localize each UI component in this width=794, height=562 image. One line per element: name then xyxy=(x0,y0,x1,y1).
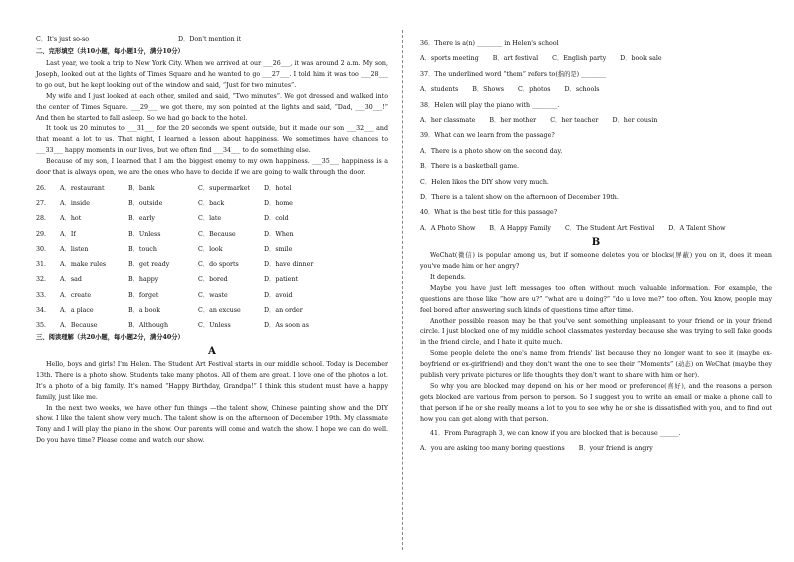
option-b: B．forget xyxy=(128,291,159,299)
option-a: A．Because xyxy=(60,322,98,330)
cloze-option-row xyxy=(36,303,388,318)
option-d: D．When xyxy=(264,230,294,238)
passage-b-title: B xyxy=(591,237,601,249)
question-40-options xyxy=(420,221,772,236)
option-c: C．Unless xyxy=(198,322,231,330)
passage-b-paragraph: Maybe you have just left messages too often without much valuable information. For example, the questions are those like “how are u?” “what are u doing?” “do u love me?” too often. You know, people may feel bored after answering such kinds of questions time after time. xyxy=(420,284,772,314)
option-d: D．book sale xyxy=(620,55,662,63)
cloze-option-row xyxy=(36,196,388,211)
question-number: 29. xyxy=(36,230,47,238)
option-b: B．art festival xyxy=(492,55,539,63)
question-number: 34. xyxy=(36,307,47,315)
cloze-option-row xyxy=(36,212,388,227)
option-c: C．do sports xyxy=(198,261,239,269)
option-c: C．an excuse xyxy=(198,307,241,315)
option-b: B．Although xyxy=(128,322,169,330)
option-a: A．If xyxy=(60,230,76,238)
option-d: D．have dinner xyxy=(264,261,314,269)
option-b: B．early xyxy=(128,215,155,223)
option-a: A．There is a photo show on the second day. xyxy=(420,147,563,155)
question-number: 32. xyxy=(36,276,47,284)
option-b: B．happy xyxy=(128,276,159,284)
passage-b-paragraph: Some people delete the one's name from friends' list because they no longer want to see it (maybe ex-boyfriend or ex-girlfriend) and they don't want the one to see their “Moments” (动态) on WeChat (maybe they publish very private pictures or life thoughts they don't want to share with him or her). xyxy=(420,350,772,380)
option-d: D．avoid xyxy=(264,291,293,299)
left-column xyxy=(36,36,388,447)
option-d: D．smile xyxy=(264,245,293,253)
option-a: A．sports meeting xyxy=(420,55,479,63)
option-a: A．inside xyxy=(60,199,90,207)
option-c: C．bored xyxy=(198,276,228,284)
cloze-option-row xyxy=(36,181,388,196)
option-a: A．you are asking too many boring questions xyxy=(420,444,565,452)
option-d: D．patient xyxy=(264,276,298,284)
question-36: 36．There is a(n) ________ in Helen's school xyxy=(420,40,559,47)
option-b: B．a book xyxy=(128,307,161,315)
option-c: C．English party xyxy=(552,55,607,63)
previous-question-options xyxy=(36,36,388,48)
option-a: A．students xyxy=(420,86,459,94)
option-b: B．A Happy Family xyxy=(489,224,551,232)
question-41-options xyxy=(420,441,772,456)
passage-b-paragraph: It depends. xyxy=(430,273,466,281)
cloze-paragraph: My wife and I just looked at each other, smiled and said, “Two minutes”. We got dressed and walked into the center of Times Square. ___29___ we got there, my son pointed at the lights and said, “Dad, ___30___!” And then he started to fall asleep. So we had go back to the hotel. xyxy=(36,92,388,122)
passage-b-paragraph: So why you are blocked may depend on his or her mood or preference(喜好), and the reasons a person gets blocked are various from person to person. So I suggest you to write an email or make a phone call to that person if he or she really means a lot to you to see why he or she is dissatisfied with you, and to find out how you can get along with that person. xyxy=(420,382,772,423)
option-c: C．Helen likes the DIY show very much. xyxy=(420,178,549,186)
option-b: B．Unless xyxy=(128,230,161,238)
option-a: A．her classmate xyxy=(420,116,476,124)
question-38: 38．Helen will play the piano with ________. xyxy=(420,101,560,109)
passage-b-paragraph: Another possible reason may be that you've sent something unpleasant to your friend or in your friend circle. I just blocked one of my middle school classmates yesterday because she was trying to sell fake goods in the friend circle, and I hate it quite much. xyxy=(420,317,772,347)
question-number: 30. xyxy=(36,245,47,253)
option-a: A．listen xyxy=(60,245,89,253)
option-c: C．back xyxy=(198,199,225,207)
cloze-paragraph: It took us 20 minutes to ___31___ for the 20 seconds we spent outside, but it made our son ___32___ and that meant a lot to us. That night, I learned a lesson about happiness. We sometimes have chances to ___33___ happy moments in our lives, but we often find ___34___ to do something else. xyxy=(36,125,388,155)
option-d: D．schools xyxy=(564,86,600,94)
option-d: D．A Talent Show xyxy=(668,224,726,232)
question-36-options xyxy=(420,51,772,66)
option-b: B．your friend is angry xyxy=(578,444,653,452)
option-c: C．supermarket xyxy=(198,184,250,192)
question-number: 28. xyxy=(36,215,47,223)
option-d: D．an order xyxy=(264,307,303,315)
passage-b-paragraph: WeChat(微信) is popular among us, but if someone deletes you or blocks(屏蔽) you on it, does it mean you've made him or her angry? xyxy=(420,252,772,270)
cloze-heading: 二、完形填空（共10小题，每小题1分，满分10分） xyxy=(36,48,184,55)
option-c: C．look xyxy=(198,245,223,253)
option-d: D．home xyxy=(264,199,293,207)
question-number: 33. xyxy=(36,291,47,299)
option-a: A．make rules xyxy=(60,261,107,269)
option-c: C．It's just so-so xyxy=(36,36,90,43)
option-d: D．There is a talent show on the afternoon of December 19th. xyxy=(420,193,619,201)
option-c: C．waste xyxy=(198,291,228,299)
question-number: 26. xyxy=(36,184,47,192)
cloze-option-row xyxy=(36,257,388,272)
question-37-options xyxy=(420,82,772,97)
cloze-option-row xyxy=(36,319,388,334)
option-c: C．Because xyxy=(198,230,236,238)
option-d: D．her cousin xyxy=(612,116,658,124)
option-b: B．get ready xyxy=(128,261,170,269)
cloze-option-row xyxy=(36,227,388,242)
option-a: A．restaurant xyxy=(60,184,105,192)
question-40: 40．What is the best title for this passage? xyxy=(420,209,558,217)
option-c: C．The Student Art Festival xyxy=(564,224,655,232)
option-b: B．her mother xyxy=(489,116,537,124)
passage-a-paragraph: In the next two weeks, we have other fun things —the talent show, Chinese painting show and the DIY show. I like the talent show very much. The talent show is on the afternoon of December 19th. My classmate Tony and I will play the piano in the show. Our parents will come and watch the show. I hope we can do well. Do you have time? Please come and watch our show. xyxy=(36,404,388,445)
option-d: D．As soon as xyxy=(264,322,309,330)
option-c: C．her teacher xyxy=(550,116,599,124)
question-number: 31. xyxy=(36,261,47,269)
option-a: A．A Photo Show xyxy=(420,224,476,232)
column-divider xyxy=(402,30,403,550)
cloze-option-row xyxy=(36,273,388,288)
option-b: B．Shows xyxy=(472,86,504,94)
question-38-options xyxy=(420,113,772,128)
cloze-option-row xyxy=(36,242,388,257)
option-b: B．bank xyxy=(128,184,155,192)
option-d: D．cold xyxy=(264,215,289,223)
passage-a-title: A xyxy=(208,345,216,357)
passage-a-paragraph: Hello, boys and girls! I'm Helen. The Student Art Festival starts in our middle school. Today is December 13th. There is a photo show. Students take many photos. All of them are great. I love one of the photos a lot. It's a photo of a big family. It's named “Happy Birthday, Grandpa!” I think this student must have a happy family, just like me. xyxy=(36,360,388,401)
cloze-options xyxy=(36,181,388,334)
option-a: A．a place xyxy=(60,307,94,315)
question-number: 35. xyxy=(36,322,47,330)
question-39: 39．What can we learn from the passage? xyxy=(420,132,555,140)
cloze-option-row xyxy=(36,288,388,303)
option-c: C．photos xyxy=(517,86,551,94)
option-b: B．There is a basketball game. xyxy=(420,163,520,171)
option-b: B．touch xyxy=(128,245,157,253)
cloze-paragraph: Last year, we took a trip to New York City. When we arrived at our ___26___, it was around 2 a.m. My son, Joseph, looked out at the lights of Times Square and he wanted to go ___27___. I told him it was too ___28___ to go out, but he kept looking out of the window and said, “Just for two minutes”. xyxy=(36,60,388,89)
option-d: D．Don't mention it xyxy=(178,36,242,43)
option-a: A．create xyxy=(60,291,92,299)
reading-heading: 三、阅读理解（共20小题，每小题2分，满分40分） xyxy=(36,333,184,341)
option-d: D．hotel xyxy=(264,184,292,192)
right-column xyxy=(420,36,772,456)
option-a: A．sad xyxy=(60,276,82,284)
question-number: 27. xyxy=(36,199,47,207)
question-41: 41．From Paragraph 3, we can know if you are blocked that is because ______. xyxy=(430,429,681,437)
question-37: 37．The underlined word “them” refers to(指的是) ________ xyxy=(420,70,607,78)
option-b: B．outside xyxy=(128,199,163,207)
option-a: A．hot xyxy=(60,215,82,223)
option-c: C．late xyxy=(198,215,222,223)
cloze-paragraph: Because of my son, I learned that I am the biggest enemy to my own happiness. ___35___ happiness is a door that is always open, we are the ones who have to decide if we are going to walk through the door. xyxy=(36,158,388,177)
